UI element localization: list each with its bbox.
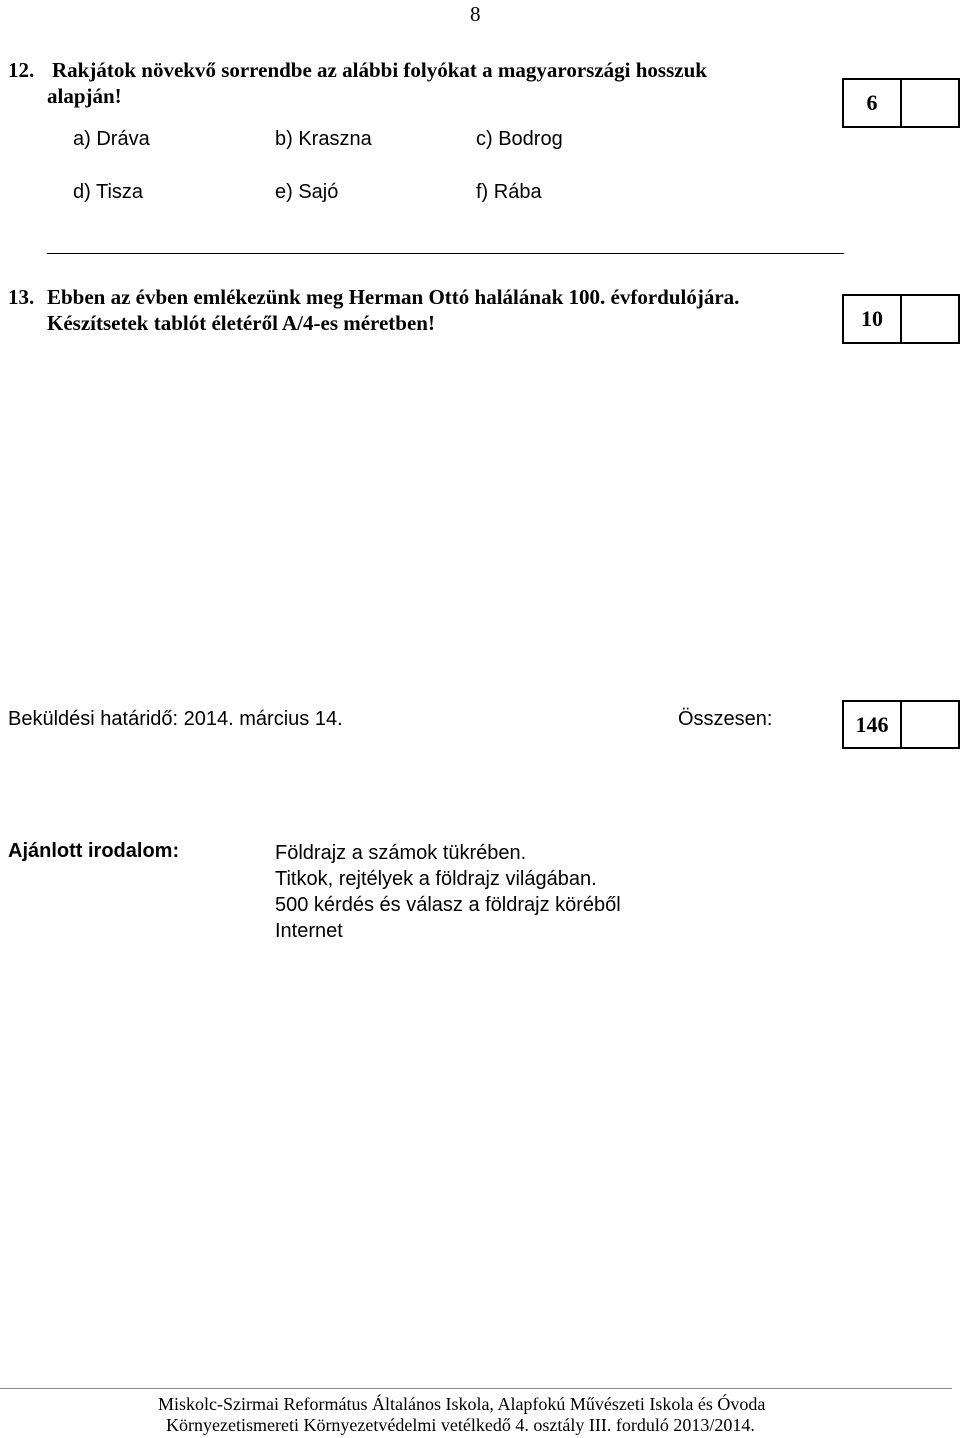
literature-label: Ajánlott irodalom: xyxy=(8,840,180,862)
score-box-total xyxy=(842,700,960,749)
literature-item: 500 kérdés és válasz a földrajz köréből xyxy=(275,894,621,916)
literature-item: Internet xyxy=(275,920,343,942)
option-d: d) Tisza xyxy=(73,181,144,203)
score-box-total-max: 146 xyxy=(844,702,902,747)
footer-line2: Környezetismereti Környezetvédelmi vetélkedő 4. osztály III. forduló 2013/2014. xyxy=(166,1415,755,1435)
option-f: f) Rába xyxy=(476,181,542,203)
question-13-text-line1: Ebben az évben emlékezünk meg Herman Ottó halálának 100. évfordulójára. xyxy=(47,285,740,309)
score-box-q13-earned[interactable] xyxy=(902,296,958,342)
option-c: c) Bodrog xyxy=(476,128,563,150)
question-12-number: 12. xyxy=(8,58,35,82)
score-box-q13-max: 10 xyxy=(844,296,902,342)
score-box-q12-earned[interactable] xyxy=(902,80,958,126)
literature-list xyxy=(275,840,621,944)
total-label: Összesen: xyxy=(678,708,773,730)
answer-line[interactable] xyxy=(47,253,844,254)
question-13-number: 13. xyxy=(8,285,35,309)
deadline-label: Beküldési határidő: 2014. március 14. xyxy=(8,708,343,730)
score-box-q13 xyxy=(842,294,960,344)
literature-item: Titkok, rejtélyek a földrajz világában. xyxy=(275,868,597,890)
score-box-q12 xyxy=(842,78,960,128)
footer-rule xyxy=(0,1388,952,1389)
question-13-text-line2: Készítsetek tablót életéről A/4-es méretben! xyxy=(47,311,435,335)
score-box-total-earned[interactable] xyxy=(902,702,958,747)
score-box-q12-max: 6 xyxy=(844,80,902,126)
literature-item: Földrajz a számok tükrében. xyxy=(275,842,527,864)
option-b: b) Kraszna xyxy=(275,128,372,150)
question-12-text-line2: alapján! xyxy=(47,84,122,108)
page-number: 8 xyxy=(470,2,481,26)
question-12-text-line1: Rakjátok növekvő sorrendbe az alábbi folyókat a magyarországi hosszuk xyxy=(52,58,707,82)
footer-line1: Miskolc-Szirmai Református Általános Iskola, Alapfokú Művészeti Iskola és Óvoda xyxy=(158,1394,766,1414)
option-e: e) Sajó xyxy=(275,181,339,203)
option-a: a) Dráva xyxy=(73,128,150,150)
